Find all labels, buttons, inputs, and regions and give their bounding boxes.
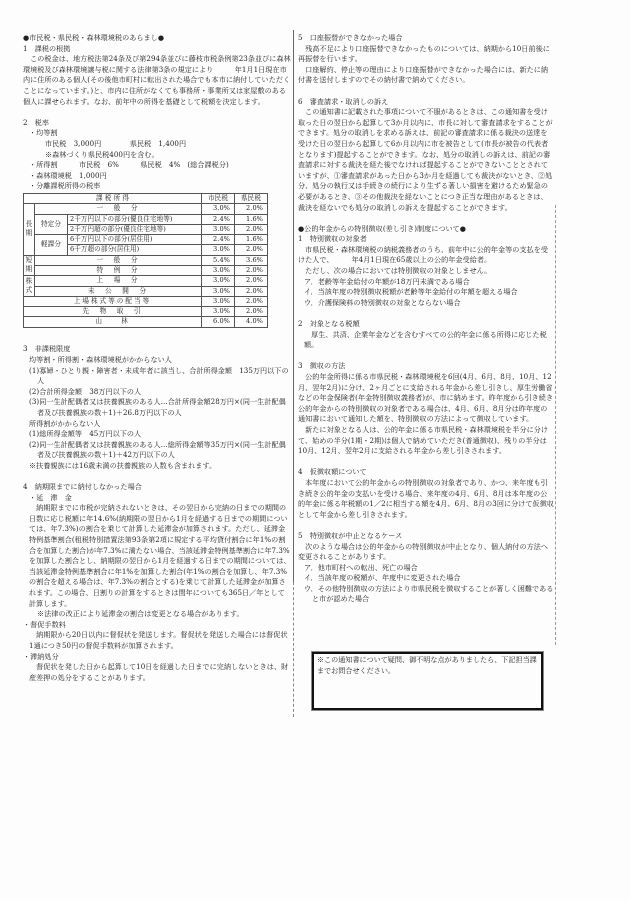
label-cell: 先 物 取 引 bbox=[24, 307, 202, 317]
subgroup-cell: 特定分 bbox=[35, 214, 68, 235]
city-rate-cell: 3.0% bbox=[202, 204, 235, 214]
appeal-body: この通知書に記載された事項について不服があるときは、この通知書を受け取った日の翌日から起算して3か月以内に、市長に対して審査請求をすることができます。処分の取消しを求める訴えは、前記の審査請求に係る裁決の送達を受けた日の翌日から起算して6か月以内に市を被告として(市長が被告の代表者となります)提起することができます。なお、処分の取消しの訴えは、前記の審査請求に対する裁決を経た後でなければ提起することができないこととされていますが、①審査請求があった日から3か月を経過しても裁決がないとき、②処分、処分の執行又は手続きの続行により生ずる著しい損害を避けるため緊急の必要があるとき、③その他裁決を経ないことにつき正当な理由があるときは、裁決を経ないでも処分の取消しの訴えを提起することができます。 bbox=[298, 107, 553, 212]
group-cell: 株式 bbox=[24, 276, 35, 297]
city-rate-cell: 3.0% bbox=[202, 265, 235, 275]
section-heading-account-transfer: 5 口座振替ができなかった場合 bbox=[298, 33, 403, 42]
late-fee-title: ・延 滞 金 bbox=[29, 492, 72, 502]
pension-section-title: ●公的年金からの特別徴収(差し引き)制度について● bbox=[298, 223, 466, 233]
table-row bbox=[24, 286, 268, 296]
separate-taxation-rate-table bbox=[23, 193, 268, 328]
pref-rate-cell: 3.6% bbox=[235, 255, 268, 265]
pension-heading-provisional: 4 仮徴収額について bbox=[298, 467, 367, 477]
city-rate-cell: 6.0% bbox=[202, 317, 235, 327]
pension-exclusion-item: イ．当該年度の特別徴収税額が老齢等年金給付の年額を超える場合 bbox=[304, 287, 518, 297]
rate-item: 市民税 3,000円 県民税 1,400円 bbox=[45, 138, 187, 148]
table-row bbox=[24, 214, 268, 224]
dunning-fee-title: ・督促手数料 bbox=[23, 619, 66, 629]
column-divider-dashed bbox=[293, 582, 294, 717]
label-cell: 特 例 分 bbox=[35, 265, 202, 275]
table-row bbox=[24, 255, 268, 265]
pension-suspension-item: ア．他市町村への転出、死亡の場合 bbox=[304, 562, 418, 572]
table-row bbox=[24, 296, 268, 306]
label-cell: 2千万円超の部分(優良住宅地等) bbox=[68, 224, 202, 234]
pref-rate-cell: 2.0% bbox=[235, 276, 268, 286]
city-rate-cell: 3.0% bbox=[202, 286, 235, 296]
pension-exclusion-item: ウ．介護保険料の特別徴収の対象とならない場合 bbox=[304, 297, 461, 307]
left-column bbox=[23, 33, 291, 683]
section-body-basis: この税金は、地方税法第24条及び第294条並びに藤枝市税条例第23条並びに森林環境税及び森林環境譲与税に関する法律第3条の規定により 年1月1日現在市内に住所のある個人(その後他市町村に転出された場合でも本市に納付していただくことになっています。)と、市内に住所がなくても事務所・事業所又は家屋敷のある個人に課せられます。なお、前年中の所得を基礎として税額を決定します。 bbox=[23, 54, 291, 106]
section-heading-basis: 1 課税の根拠 bbox=[23, 43, 71, 53]
table-row bbox=[24, 265, 268, 275]
rate-item: ※森林づくり県民税400円を含む。 bbox=[45, 149, 159, 159]
table-row bbox=[24, 204, 268, 214]
pref-rate-cell: 2.0% bbox=[235, 296, 268, 306]
rate-item: ・所得割 市民税 6% 県民税 4% (総合課税分) bbox=[29, 160, 229, 170]
section-heading-exemption: 3 非課税限度 bbox=[23, 344, 71, 354]
pref-rate-cell: 2.0% bbox=[235, 224, 268, 234]
table-row bbox=[24, 317, 268, 327]
section-heading-appeal: 6 審査請求・取消しの訴え bbox=[298, 96, 389, 106]
table-row bbox=[24, 307, 268, 317]
label-cell: 未 公 開 分 bbox=[35, 286, 202, 296]
exemption-line: 所得割がかからない人 bbox=[29, 418, 101, 428]
column-header: 県民税 bbox=[235, 193, 268, 203]
exemption-line: (1)総所得金額等 45万円以下の人 bbox=[29, 429, 142, 439]
exemption-note: ※扶養親族には16歳未満の扶養親族の人数も含まれます。 bbox=[29, 460, 217, 470]
label-cell: 6千万超の部分(居住用) bbox=[68, 245, 202, 255]
city-rate-cell: 3.0% bbox=[202, 296, 235, 306]
pref-rate-cell: 2.0% bbox=[235, 265, 268, 275]
dunning-fee-body: 納期限から20日以内に督促状を発送します。督促状を発送した場合には督促状1通につき50円の督促手数料が加算されます。 bbox=[29, 630, 288, 650]
pension-eligible-body: 市県民税・森林環境税の納税義務者のうち、前年中に公的年金等の支払を受けた人で、 年4月1日現在65歳以上の公的年金受給者。 bbox=[298, 244, 549, 265]
table-row bbox=[24, 235, 268, 245]
column-divider bbox=[293, 30, 294, 292]
pension-eligible-note: ただし、次の場合においては特別徴収の対象としません。 bbox=[298, 266, 492, 276]
right-dashed-guide bbox=[555, 205, 556, 645]
group-cell: 短期 bbox=[24, 255, 35, 276]
pref-rate-cell: 4.0% bbox=[235, 317, 268, 327]
pension-provisional-body: 本年度において公的年金からの特別徴収の対象者であり、かつ、来年度も引き続き公的年金の支払いを受ける場合、来年度の4月、6月、8月は本年度の公的年金に係る年税額の1／2に相当する額を4月、6月、8月の3回に分けて仮徴収として年金から差し引きされます。 bbox=[298, 477, 554, 519]
section-heading-rates: 2 税率 bbox=[23, 117, 49, 127]
late-fee-body: 納期限までに市税が完納されないときは、その翌日から完納の日までの期間の日数に応じ税額に年14.6%(納期限の翌日から1月を経過する日までの期間については、年7.3%)の割合を乗じて計算した延滞金が加算されます。ただし、延滞金特例基準割合(租税特別措置法第93条第2項に規定する平均貸付割合に年1%の割合を加算した割合)が年7.3%に満たない場合、当該延滞金特例基準割合に年7.3%を加算した割合とし、納期限の翌日から1月を経過する日までの期間については、当該延滞金特例基準割合に年1%を加算した割合(年1%の割合を加算し、年7.3%の割合を超える場合は、年7.3%の割合とする)を乗じて計算した延滞金が加算されます。この場合、日割りの計算をするときは閏年についても365日／年として計算します。 bbox=[29, 503, 291, 608]
pref-rate-cell: 2.0% bbox=[235, 245, 268, 255]
column-divider bbox=[293, 292, 294, 582]
rate-item: ・均等割 bbox=[29, 128, 58, 138]
exemption-line: (1)寡婦・ひとり親・障害者・未成年者に該当し、合計所得金額 135万円以下の人 bbox=[29, 365, 289, 386]
table-row bbox=[24, 276, 268, 286]
pension-heading-suspension: 5 特別徴収が中止となるケース bbox=[298, 530, 403, 540]
pension-target-tax-body: 厚生、共済、企業年金などを含むすべての公的年金に係る所得に応じた税額。 bbox=[304, 329, 547, 350]
section-heading-late-payment: 4 納期限までに納付しなかった場合 bbox=[23, 482, 142, 492]
inquiry-notice-box bbox=[312, 652, 543, 710]
label-cell: 一 般 分 bbox=[35, 204, 202, 214]
table-header-row bbox=[24, 193, 268, 203]
rate-item: ・分離課税所得の税率 bbox=[29, 181, 101, 191]
city-rate-cell: 5.4% bbox=[202, 255, 235, 265]
arrears-disposition-body: 督促状を発した日から起算して10日を経過した日までに完納しないときは、財産差押の処分をすることがあります。 bbox=[29, 662, 289, 682]
pref-rate-cell: 1.6% bbox=[235, 214, 268, 224]
city-rate-cell: 3.0% bbox=[202, 276, 235, 286]
late-fee-note: ※法律の改正により延滞金の割合は変更となる場合があります。 bbox=[37, 609, 244, 619]
label-cell: 6千万円以下の部分(居住用) bbox=[68, 235, 202, 245]
account-transfer-body: 残高不足により口座振替できなかったものについては、納期から10日前後に再振替を行います。 bbox=[298, 43, 550, 64]
document-title: ●市民税・県民税・森林環境税のあらまし● bbox=[23, 33, 165, 42]
group-cell: 長期 bbox=[24, 204, 35, 255]
column-header: 市民税 bbox=[202, 193, 235, 203]
subgroup-cell: 軽課分 bbox=[35, 235, 68, 256]
rate-item: ・森林環境税 1,000円 bbox=[29, 170, 107, 180]
pension-heading-target-tax: 2 対象となる税額 bbox=[298, 319, 360, 329]
pref-rate-cell: 2.0% bbox=[235, 307, 268, 317]
exemption-line: (2)合計所得金額 38万円以下の人 bbox=[29, 386, 142, 396]
pension-heading-eligible: 1 特別徴収の対象者 bbox=[298, 234, 367, 244]
arrears-disposition-title: ・滞納処分 bbox=[23, 651, 59, 661]
exemption-line: 均等割・所得割・森林環境税がかからない人 bbox=[29, 354, 172, 364]
city-rate-cell: 3.0% bbox=[202, 307, 235, 317]
inquiry-notice-text: ※この通知書について疑問、御不明な点がありましたら、下記担当課までお問合せください。 bbox=[317, 655, 537, 675]
pension-exclusion-item: ア．老齢等年金給付の年額が18万円未満である場合 bbox=[304, 276, 470, 286]
pension-method-body: 新たに対象となる人は、公的年金に係る市県民税・森林環境税を半分に分けて、始めの半分(1期・2期)は個人で納めていただき(普通徴収)、残りの半分は10月、12月、翌年2月に支給される年金から差し引きされます。 bbox=[298, 424, 549, 456]
account-transfer-body: 口座解約、停止等の理由により口座振替ができなかった場合には、新たに納付書を送付しますのでその納付書で納めてください。 bbox=[298, 64, 549, 85]
label-cell: 一 般 分 bbox=[35, 255, 202, 265]
exemption-line: (2)同一生計配偶者又は扶養親族のある人…総所得金額等35万円×(同一生計配偶者及び扶養親族の数＋1)＋42万円以下の人 bbox=[29, 439, 286, 460]
city-rate-cell: 2.4% bbox=[202, 235, 235, 245]
label-cell: 2千万円以下の部分(優良住宅地等) bbox=[68, 214, 202, 224]
pension-suspension-item: ウ．その他特別徴収の方法により市県民税を徴収することが著しく困難であると市が認めた場合 bbox=[304, 583, 554, 604]
pref-rate-cell: 1.6% bbox=[235, 235, 268, 245]
city-rate-cell: 3.0% bbox=[202, 245, 235, 255]
pref-rate-cell: 2.0% bbox=[235, 286, 268, 296]
pension-heading-method: 3 徴収の方法 bbox=[298, 361, 346, 371]
city-rate-cell: 3.0% bbox=[202, 224, 235, 234]
label-cell: 山 林 bbox=[24, 317, 202, 327]
pension-suspension-body: 次のような場合は公的年金からの特別徴収が中止となり、個人納付の方法へ変更されることがあります。 bbox=[298, 541, 549, 562]
pension-method-body: 公的年金所得に係る市県民税・森林環境税を6回(4月、6月、8月、10月、12月、翌年2月)に分け、2ヶ月ごとに支給される年金から差し引きし、厚生労働省などの年金保険者(年金特別徴収義務者)が、市に納めます。昨年度から引き続き公的年金からの特別徴収の対象者である場合は、4月、6月、8月分は昨年度の通知書において通知した額を、特別徴収の方法によって徴収しています。 bbox=[298, 372, 554, 424]
pref-rate-cell: 2.0% bbox=[235, 204, 268, 214]
pension-suspension-item: イ．当該年度の税額が、年度中に変更された場合 bbox=[304, 573, 461, 583]
label-cell: 上場株式等の配当等 bbox=[24, 296, 202, 306]
column-header: 課 税 所 得 bbox=[24, 193, 202, 203]
city-rate-cell: 2.4% bbox=[202, 214, 235, 224]
right-column bbox=[298, 33, 554, 605]
exemption-line: (3)同一生計配偶者又は扶養親族のある人…合計所得金額28万円×(同一生計配偶者及び扶養親族の数＋1)＋26.8万円以下の人 bbox=[29, 397, 286, 417]
label-cell: 上 場 分 bbox=[35, 276, 202, 286]
